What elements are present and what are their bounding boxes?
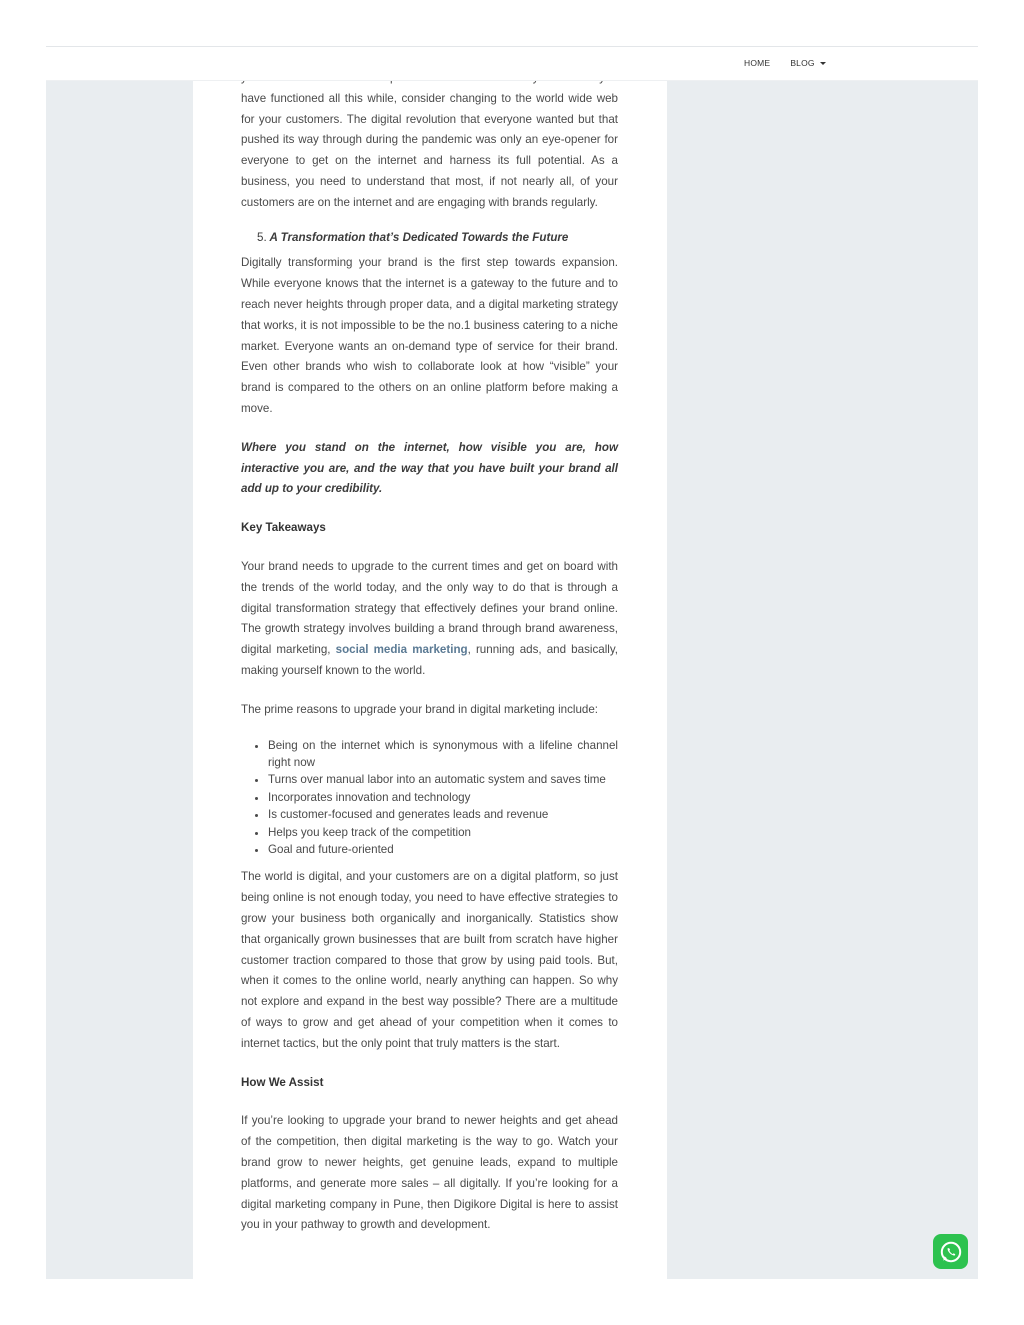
takeaways-text-after: , running ads, and basically, making yourself known to the world. bbox=[241, 643, 619, 677]
list-item: • Goal and future-oriented bbox=[268, 841, 618, 858]
top-navigation-bar bbox=[46, 46, 978, 81]
left-sidebar-background bbox=[46, 46, 193, 1279]
how-we-assist-heading: How We Assist bbox=[241, 1075, 324, 1089]
article-body bbox=[241, 68, 618, 1236]
whatsapp-icon bbox=[938, 1239, 964, 1265]
social-media-marketing-link[interactable]: social media marketing bbox=[335, 643, 468, 657]
world-digital-paragraph: The world is digital, and your customers are on a digital platform, so just being online is not enough today, you need to have effective strategies to grow your business both organically and inorganically. Statistics show that organically grown businesses that are built from scratch have higher customer traction compared to those that grow by using paid tools. But, when it comes to the online world, nearly anything can happen. So why not explore and expand in the best way possible? There are a multitude of ways to grow and get ahead of your competition when it comes to internet tactics, but the only point that truly matters is the start. bbox=[241, 870, 618, 1050]
how-we-assist-paragraph: If you’re looking to upgrade your brand to newer heights and get ahead of the competition, then digital marketing is the way to go. Watch your brand grow to newer heights, get genuine leads, expand to multiple platforms, and generate more sales – all digitally. If you’re looking for a digital marketing company in Pune, then Digikore Digital is here to assist you in your pathway to growth and development. bbox=[241, 1114, 618, 1232]
nav-blog-label: BLOG bbox=[790, 58, 815, 68]
right-sidebar-background bbox=[667, 46, 978, 1279]
nav-home-label: HOME bbox=[744, 58, 771, 68]
whatsapp-chat-button[interactable] bbox=[933, 1234, 968, 1269]
main-menu bbox=[744, 58, 826, 68]
point-5-heading bbox=[241, 228, 618, 249]
emphasis-quote: Where you stand on the internet, how visible you are, how interactive you are, and the way that you have built your brand all add up to your credibility. bbox=[241, 440, 618, 496]
caret-down-icon bbox=[820, 62, 826, 65]
point-5-title: A Transformation that’s Dedicated Towards the Future bbox=[269, 230, 569, 244]
reasons-list bbox=[241, 737, 618, 859]
list-item: • Being on the internet which is synonymous with a lifeline channel right now bbox=[268, 737, 618, 772]
list-item: • Is customer-focused and generates leads and revenue bbox=[268, 806, 618, 823]
main-content bbox=[193, 46, 667, 1279]
list-item: • Incorporates innovation and technology bbox=[268, 789, 618, 806]
nav-blog[interactable] bbox=[790, 58, 825, 68]
list-item: • Turns over manual labor into an automatic system and saves time bbox=[268, 771, 618, 788]
reasons-intro: The prime reasons to upgrade your brand in digital marketing include: bbox=[241, 702, 599, 716]
intro-paragraph: have functioned all this while, consider changing to the world wide web for your customers. The digital revolution that everyone wanted but that pushed its way through during the pandemic was only an eye-opener for everyone to get on the internet and harness its full potential. As a business, you need to understand that most, if not nearly all, of your customers are on the internet and are engaging with brands regularly. bbox=[241, 91, 618, 209]
takeaways-text-before: Your brand needs to upgrade to the current times and get on board with the trends of the world today, and the only way to do that is through a digital transformation strategy that effectively defines your brand online. The growth strategy involves building a brand through brand awareness, digital marketing, bbox=[241, 559, 618, 657]
point-5-paragraph: Digitally transforming your brand is the first step towards expansion. While everyone knows that the internet is a gateway to the future and to reach never heights through proper data, and a digital marketing strategy that works, it is not impossible to be the no.1 business catering to a niche market. Everyone wants an on-demand type of service for their brand. Even other brands who wish to collaborate look at how “visible” your brand is compared to the others on an online platform before making a move. bbox=[241, 256, 618, 415]
nav-home[interactable] bbox=[744, 58, 770, 68]
key-takeaways-heading: Key Takeaways bbox=[241, 521, 326, 535]
point-5-number: 5. bbox=[257, 230, 267, 244]
list-item: • Helps you keep track of the competition bbox=[268, 824, 618, 841]
key-takeaways-paragraph bbox=[241, 557, 618, 682]
